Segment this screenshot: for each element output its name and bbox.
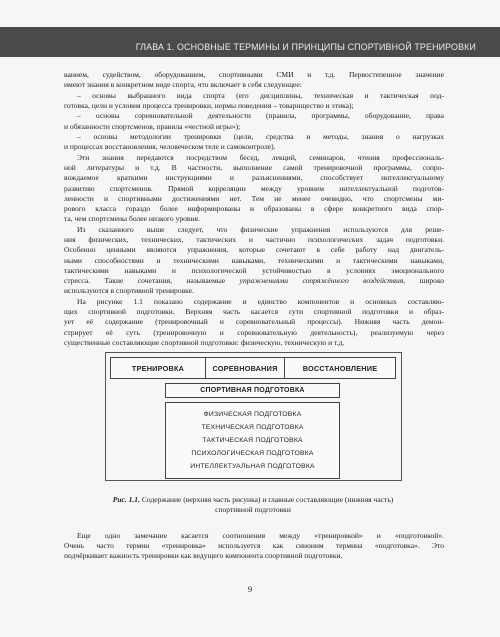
text-segment: стресса. Такие сочетания, называемые [64, 276, 240, 286]
text-line: На рисунке 1.1 показано содержание и единство компонентов и основных составляю- [77, 297, 444, 306]
text-line: ует её содержание (тренировочный и соревновательный процессы). Нижняя часть демон- [64, 317, 444, 327]
bullet-line: – основы выбранного вида спорта (его дисциплины, техническая и тактическая под- [77, 91, 444, 100]
figure-caption [78, 495, 428, 515]
text-line: ными способностями и техническими навыками, техническими и тактическими навыками, [64, 255, 444, 265]
figure-list-item: ИНТЕЛЛЕКТУАЛЬНАЯ ПОДГОТОВКА [190, 463, 315, 470]
figure-box-components-list [165, 402, 340, 479]
text-line: ванием, судейством, оборудованием, спортивными СМИ и т.д. Первостепенное значение [64, 70, 444, 79]
paragraph-3 [64, 225, 444, 296]
text-line: щих спортивной подготовки. Верхняя часть касается сути спортивной подготовки и образ- [64, 307, 444, 317]
text-line: вождаемое краткими инструкциями и разъяснениями, способствует интеллектуальному [64, 173, 444, 183]
text-line: ния физических, технических, тактических и частично психологических задач подготовки. [64, 235, 444, 245]
text-line: развитию спортсменов. Прямой корреляции между уровнем интеллектуальной подготов- [64, 183, 444, 193]
text-line: та, чем спортсмены более низкого уровня. [64, 214, 200, 224]
text-line: Еще одно замечание касается соотношения между «тренировкой» и «подготовкой». [77, 531, 444, 540]
paragraph-4 [64, 297, 444, 348]
figure-list-item: ТАКТИЧЕСКАЯ ПОДГОТОВКА [202, 437, 303, 444]
emphasized-term: упражнениями сопряжённого воздействия, [239, 276, 406, 286]
text-line: Особенно ценными являются упражнения, которые сочетают в себе работу над двигатель- [64, 245, 444, 255]
figure-caption-text: Содержание (верхняя часть рисунка) и главные составляющие (нижняя часть) [139, 495, 394, 504]
text-line: Из сказанного выше следует, что физические упражнения используются для реше- [77, 225, 444, 234]
bullet-line: – основы соревновательной деятельности (правила, программы, оборудование, права [77, 111, 444, 121]
text-line: Очень часто термин «тренировка» используется как синоним термина «подготовка». Это [64, 541, 444, 551]
text-line: рового класса гораздо более информированы и образованы в сфере конкретного вида спор- [64, 204, 444, 214]
figure-box-competitions: СОРЕВНОВАНИЯ [205, 357, 285, 379]
paragraph-5 [64, 531, 444, 562]
page-number: 9 [247, 584, 253, 594]
running-head-title: ГЛАВА 1. ОСНОВНЫЕ ТЕРМИНЫ И ПРИНЦИПЫ СПОРТИВНОЙ ТРЕНИРОВКИ [135, 42, 476, 52]
figure-box-training: ТРЕНИРОВКА [110, 357, 206, 379]
bullet-line: готовка, цели и условия процесса тренировки, нормы поведения – товарищество и этика); [64, 101, 354, 111]
text-line: имеют знания в конкретном виде спорта, что включает в себя следующее: [64, 80, 302, 90]
text-line-with-emphasis [64, 276, 444, 286]
figure-box-sports-preparation: СПОРТИВНАЯ ПОДГОТОВКА [165, 383, 340, 398]
figure-list-item: ПСИХОЛОГИЧЕСКАЯ ПОДГОТОВКА [191, 450, 314, 457]
paragraph-1 [64, 70, 444, 90]
figure-list-item: ФИЗИЧЕСКАЯ ПОДГОТОВКА [203, 411, 302, 418]
text-segment: широко [405, 276, 445, 286]
figure-list-item: ТЕХНИЧЕСКАЯ ПОДГОТОВКА [201, 424, 304, 431]
figure-caption-label: Рис. 1.1. [112, 495, 140, 504]
text-line: ленности и спортивными достижениями нет. Тем не менее очевидно, что спортсмены ми- [64, 193, 444, 203]
text-line: используются в спортивной тренировке. [64, 286, 194, 296]
running-head-bar [0, 27, 500, 57]
text-line: ной литературы и т.д. В частности, выполнение самой тренировочной программы, сопро- [64, 163, 444, 173]
bullet-line: и процессах восстановления, человеческом теле и самоконтроле). [64, 142, 276, 152]
bullet-list [64, 91, 444, 152]
text-line: Эти знания передаются посредством бесед, лекций, семинаров, чтения профессиональ- [77, 153, 444, 162]
text-line: существенные составляющие спортивной подготовки: физическую, техническую и т.д. [64, 337, 345, 347]
bullet-line: – основы методологии тренировки (цели, средства и методы, знания о нагрузках [77, 131, 444, 141]
text-line: тактическими навыками и психологической устойчивостью в условиях эмоционального [64, 265, 444, 275]
text-line: подчёркивает важность тренировки как ведущего компонента спортивной подготовки. [64, 551, 343, 561]
figure-caption-text: спортивной подготовки [215, 504, 291, 514]
text-line: стрирует её суть (тренировочную и соревновательную деятельность), реализуемую через [64, 327, 444, 337]
bullet-line: и обязанности спортсменов, правила «честной игры»); [64, 121, 241, 131]
paragraph-2 [64, 153, 444, 224]
figure-box-recovery: ВОССТАНОВЛЕНИЕ [284, 357, 396, 379]
